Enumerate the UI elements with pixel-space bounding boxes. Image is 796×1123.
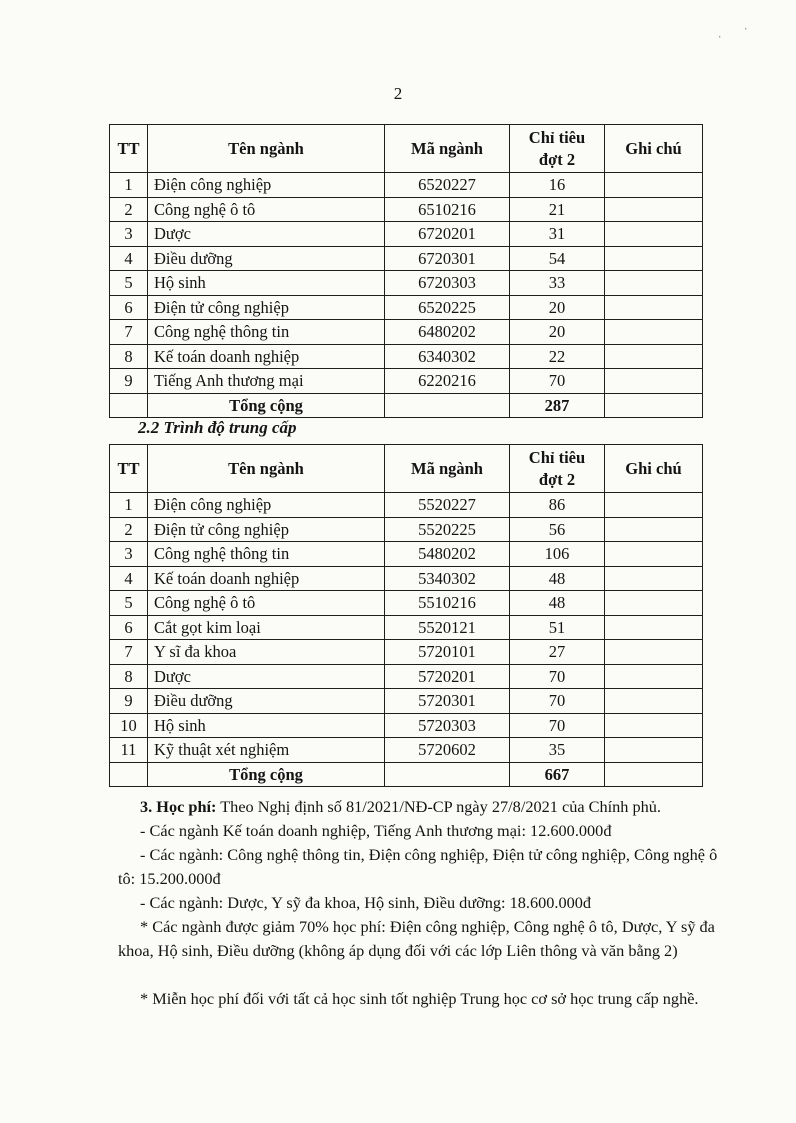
header-note: Ghi chú (605, 125, 703, 173)
cell-name: Tiếng Anh thương mại (148, 369, 385, 394)
cell-quota: 51 (510, 615, 605, 640)
cell-name: Hộ sinh (148, 713, 385, 738)
table-row (110, 566, 703, 591)
cell-code: 5720201 (385, 664, 510, 689)
cell-name: Công nghệ ô tô (148, 591, 385, 616)
cell-note (605, 689, 703, 714)
cell-tt: 6 (110, 615, 148, 640)
fee-line: - Các ngành: Công nghệ thông tin, Điện công nghiệp, Điện tử công nghiệp, Công nghệ ô tô: 15.200.000đ (118, 845, 718, 888)
table-row (110, 640, 703, 665)
table-row (110, 591, 703, 616)
cell-quota: 33 (510, 271, 605, 296)
fee-exemption-note: * Miễn học phí đối với tất cả học sinh tốt nghiệp Trung học cơ sở học trung cấp nghề. (140, 989, 699, 1008)
cell-tt: 1 (110, 173, 148, 198)
cell-code: 5340302 (385, 566, 510, 591)
cell-code (385, 393, 510, 418)
total-value: 667 (510, 762, 605, 787)
cell-tt: 10 (110, 713, 148, 738)
cell-note (605, 344, 703, 369)
cell-quota: 48 (510, 566, 605, 591)
cell-name: Công nghệ thông tin (148, 320, 385, 345)
cell-name: Cắt gọt kim loại (148, 615, 385, 640)
table-header-row (110, 125, 703, 173)
cell-note (605, 393, 703, 418)
table-row (110, 689, 703, 714)
cell-name: Kế toán doanh nghiệp (148, 344, 385, 369)
cell-tt: 2 (110, 197, 148, 222)
college-quota-table (109, 124, 703, 418)
table-row (110, 295, 703, 320)
cell-code: 5720602 (385, 738, 510, 763)
cell-code: 6720301 (385, 246, 510, 271)
cell-quota: 70 (510, 689, 605, 714)
cell-note (605, 713, 703, 738)
header-quota: Chỉ tiêu đợt 2 (510, 445, 605, 493)
table-row (110, 320, 703, 345)
cell-note (605, 320, 703, 345)
cell-tt: 5 (110, 591, 148, 616)
cell-name: Điều dưỡng (148, 246, 385, 271)
cell-code: 5510216 (385, 591, 510, 616)
cell-note (605, 738, 703, 763)
cell-quota: 106 (510, 542, 605, 567)
cell-quota: 22 (510, 344, 605, 369)
table-row (110, 493, 703, 518)
cell-quota: 86 (510, 493, 605, 518)
table-row (110, 271, 703, 296)
total-row (110, 762, 703, 787)
fee-line: - Các ngành Kế toán doanh nghiệp, Tiếng Anh thương mại: 12.600.000đ (140, 821, 612, 840)
cell-code: 6720201 (385, 222, 510, 247)
scan-speck: ˌ (744, 18, 748, 30)
total-label: Tổng cộng (148, 393, 385, 418)
table-row (110, 517, 703, 542)
cell-name: Công nghệ thông tin (148, 542, 385, 567)
cell-tt: 4 (110, 566, 148, 591)
cell-quota: 20 (510, 295, 605, 320)
cell-code: 6520225 (385, 295, 510, 320)
cell-tt: 6 (110, 295, 148, 320)
cell-note (605, 664, 703, 689)
cell-tt: 3 (110, 542, 148, 567)
cell-name: Y sĩ đa khoa (148, 640, 385, 665)
cell-tt: 7 (110, 640, 148, 665)
cell-note (605, 591, 703, 616)
cell-quota: 54 (510, 246, 605, 271)
cell-tt: 3 (110, 222, 148, 247)
cell-code: 6480202 (385, 320, 510, 345)
cell-code: 6340302 (385, 344, 510, 369)
cell-name: Dược (148, 222, 385, 247)
cell-name: Điện công nghiệp (148, 173, 385, 198)
cell-name: Hộ sinh (148, 271, 385, 296)
table-row (110, 222, 703, 247)
page-number: 2 (393, 84, 403, 103)
cell-note (605, 517, 703, 542)
header-quota: Chỉ tiêu đợt 2 (510, 125, 605, 173)
cell-code: 5720101 (385, 640, 510, 665)
cell-tt: 1 (110, 493, 148, 518)
cell-note (605, 222, 703, 247)
header-note: Ghi chú (605, 445, 703, 493)
cell-quota: 35 (510, 738, 605, 763)
fee-discount-note: * Các ngành được giảm 70% học phí: Điện công nghiệp, Công nghệ ô tô, Dược, Y sỹ đa khoa, Hộ sinh, Điều dưỡng (không áp dụng đối với các lớp Liên thông và văn bằng 2) (118, 917, 715, 960)
fee-line: - Các ngành: Dược, Y sỹ đa khoa, Hộ sinh, Điều dưỡng: 18.600.000đ (140, 893, 592, 912)
cell-name: Dược (148, 664, 385, 689)
cell-note (605, 493, 703, 518)
cell-note (605, 640, 703, 665)
cell-code: 6510216 (385, 197, 510, 222)
cell-code: 5720301 (385, 689, 510, 714)
total-value: 287 (510, 393, 605, 418)
cell-tt: 8 (110, 344, 148, 369)
cell-tt: 9 (110, 369, 148, 394)
table-row (110, 344, 703, 369)
total-row (110, 393, 703, 418)
total-label: Tổng cộng (148, 762, 385, 787)
cell-note (605, 246, 703, 271)
cell-tt (110, 762, 148, 787)
section-heading: 2.2 Trình độ trung cấp (138, 418, 297, 437)
cell-note (605, 197, 703, 222)
cell-name: Kỹ thuật xét nghiệm (148, 738, 385, 763)
cell-name: Điện tử công nghiệp (148, 295, 385, 320)
table-row (110, 197, 703, 222)
header-code: Mã ngành (385, 125, 510, 173)
cell-quota: 70 (510, 664, 605, 689)
cell-tt: 9 (110, 689, 148, 714)
cell-name: Công nghệ ô tô (148, 197, 385, 222)
cell-tt: 4 (110, 246, 148, 271)
cell-code: 6520227 (385, 173, 510, 198)
header-name: Tên ngành (148, 125, 385, 173)
cell-name: Điều dưỡng (148, 689, 385, 714)
cell-quota: 70 (510, 369, 605, 394)
cell-code: 5720303 (385, 713, 510, 738)
header-tt: TT (110, 125, 148, 173)
cell-note (605, 271, 703, 296)
cell-code: 5520227 (385, 493, 510, 518)
header-name: Tên ngành (148, 445, 385, 493)
cell-code (385, 762, 510, 787)
cell-note (605, 615, 703, 640)
table-row (110, 664, 703, 689)
cell-note (605, 762, 703, 787)
cell-quota: 16 (510, 173, 605, 198)
cell-quota: 70 (510, 713, 605, 738)
cell-tt: 2 (110, 517, 148, 542)
cell-quota: 27 (510, 640, 605, 665)
cell-quota: 20 (510, 320, 605, 345)
cell-code: 6220216 (385, 369, 510, 394)
cell-quota: 21 (510, 197, 605, 222)
table-row (110, 615, 703, 640)
cell-note (605, 542, 703, 567)
cell-name: Điện tử công nghiệp (148, 517, 385, 542)
cell-tt: 5 (110, 271, 148, 296)
scan-speck: ˈ (718, 34, 722, 46)
table-row (110, 173, 703, 198)
cell-name: Điện công nghiệp (148, 493, 385, 518)
table-row (110, 713, 703, 738)
intermediate-quota-table (109, 444, 703, 787)
cell-tt (110, 393, 148, 418)
cell-tt: 11 (110, 738, 148, 763)
table-row (110, 246, 703, 271)
cell-note (605, 566, 703, 591)
cell-name: Kế toán doanh nghiệp (148, 566, 385, 591)
cell-quota: 56 (510, 517, 605, 542)
table-row (110, 738, 703, 763)
cell-code: 5520225 (385, 517, 510, 542)
cell-code: 6720303 (385, 271, 510, 296)
cell-code: 5520121 (385, 615, 510, 640)
cell-note (605, 369, 703, 394)
cell-tt: 8 (110, 664, 148, 689)
cell-note (605, 295, 703, 320)
table-header-row (110, 445, 703, 493)
table-row (110, 369, 703, 394)
cell-code: 5480202 (385, 542, 510, 567)
cell-note (605, 173, 703, 198)
fees-intro: 3. Học phí: Theo Nghị định số 81/2021/NĐ-CP ngày 27/8/2021 của Chính phủ. (140, 797, 662, 816)
cell-quota: 31 (510, 222, 605, 247)
table-row (110, 542, 703, 567)
cell-tt: 7 (110, 320, 148, 345)
cell-quota: 48 (510, 591, 605, 616)
header-code: Mã ngành (385, 445, 510, 493)
header-tt: TT (110, 445, 148, 493)
